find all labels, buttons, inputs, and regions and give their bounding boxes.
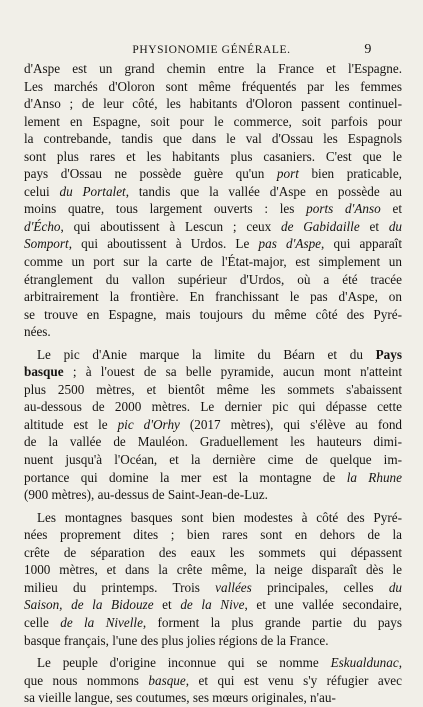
text-run: 1000 mètres, et dans la crête même, la neige disparaît dès le <box>24 562 402 578</box>
italic-text: du <box>388 218 402 234</box>
italic-text: la Rhune <box>346 469 402 485</box>
text-run: se trouve en Espagne, mais toujours du même côté des Pyré- <box>24 306 402 322</box>
text-run: , et une vallée secondaire, <box>244 597 402 613</box>
text-line <box>24 672 402 690</box>
text-line <box>24 561 402 579</box>
text-run: moins quatre, tous largement ouverts : les <box>24 201 307 217</box>
text-run: nuent jusqu'à l'Océan, et la dernière cime de quelque im- <box>24 452 402 468</box>
text-line <box>24 469 402 487</box>
text-line <box>24 486 402 504</box>
text-run: pays d'Ossau ne possède guère qu'un <box>24 166 277 182</box>
text-run: , qui aboutissent à Urdos. Le <box>68 236 259 252</box>
text-run: d'Anso ; de leur côté, les habitants d'Oloron passent continuel- <box>24 96 402 112</box>
italic-text: port <box>276 166 299 182</box>
text-line <box>24 306 402 324</box>
text-line <box>24 632 402 650</box>
text-line <box>24 596 402 614</box>
text-run: comme un port sur la carte de l'État-major, est simplement un <box>24 254 402 270</box>
italic-text: d'Écho <box>24 218 61 234</box>
italic-text: de Gabidaille <box>281 218 360 234</box>
text-line <box>24 165 402 183</box>
text-run: et <box>380 201 402 217</box>
italic-text: pic d'Orhy <box>117 416 180 432</box>
text-run: au-dessous de 2000 mètres. Le dernier pic qui dépasse cette <box>24 399 402 415</box>
text-line <box>24 346 402 364</box>
text-line <box>24 544 402 562</box>
text-run: altitude est le <box>24 416 118 432</box>
italic-text: vallées <box>215 579 252 595</box>
italic-text: du <box>388 579 402 595</box>
text-line <box>24 183 402 201</box>
italic-text: du Portalet <box>59 183 126 199</box>
text-line <box>24 148 402 166</box>
text-line <box>24 526 402 544</box>
body-text <box>24 60 402 707</box>
text-run: nées. <box>24 324 51 340</box>
text-run: arbitrairement la frontière. En franchissant le pas d'Aspe, on <box>24 289 402 305</box>
text-run: de la vallée de Mauléon. Graduellement les hauteurs dimi- <box>24 434 402 450</box>
text-run: basque français, l'une des plus jolies régions de la France. <box>24 632 329 648</box>
text-run: et <box>153 597 181 613</box>
text-run: nées proprement dites ; bien rares sont en dehors de la <box>24 527 402 543</box>
text-run: bien praticable, <box>298 166 402 182</box>
text-line <box>24 614 402 632</box>
text-run: , et qui est venu s'y réfugier avec <box>185 672 402 688</box>
text-run: étranglement du vallon supérieur d'Urdos, où a été tracée <box>24 271 402 287</box>
text-line <box>24 95 402 113</box>
italic-text: pas d'Aspe <box>258 236 322 252</box>
running-title: PHYSIONOMIE GÉNÉRALE. <box>132 44 291 56</box>
text-run: sa vieille langue, ses coutumes, ses mœurs originales, n'au- <box>24 690 336 706</box>
text-run: plus 2500 mètres, et bientôt même les sommets s'abaissent <box>24 381 402 397</box>
text-run: d'Aspe est un grand chemin entre la France et l'Espagne. <box>24 61 402 76</box>
italic-text: ports d'Anso <box>306 201 381 217</box>
italic-text: Somport <box>24 236 69 252</box>
italic-text: Saison, de la Bidouze <box>24 597 154 613</box>
text-line <box>24 509 402 527</box>
paragraph <box>24 654 402 707</box>
text-line <box>24 323 402 341</box>
text-line <box>24 130 402 148</box>
text-run: crête de séparation des eaux les sommets qui dépassent <box>24 544 402 560</box>
italic-text: basque <box>148 672 186 688</box>
italic-text: de la Nive <box>180 597 245 613</box>
text-line <box>24 200 402 218</box>
text-line <box>24 218 402 236</box>
paragraph <box>24 60 402 341</box>
text-line <box>24 363 402 381</box>
text-line <box>24 579 402 597</box>
paragraph <box>24 346 402 504</box>
text-line <box>24 451 402 469</box>
text-line <box>24 654 402 672</box>
text-line <box>24 381 402 399</box>
text-run: celle <box>24 614 61 630</box>
text-run: , qui aboutissent à Lescun ; ceux <box>60 218 282 234</box>
text-run: Les montagnes basques sont bien modestes à côté des Pyré- <box>37 509 402 525</box>
text-run: Les marchés d'Oloron sont même fréquentés par les femmes <box>24 78 402 94</box>
text-run: Le pic d'Anie marque la limite du Béarn et du <box>37 346 376 362</box>
text-line <box>24 271 402 289</box>
italic-text: Eskualdunac <box>330 655 399 671</box>
text-run: , tandis que la vallée d'Aspe en possède au <box>125 183 402 199</box>
text-run: (900 mètres), au-dessus de Saint-Jean-de-Luz. <box>24 487 268 503</box>
paragraph <box>24 509 402 649</box>
text-line <box>24 433 402 451</box>
italic-text: de la Nivelle <box>60 614 143 630</box>
text-run: principales, celles <box>251 579 389 595</box>
text-line <box>24 689 402 707</box>
text-line <box>24 398 402 416</box>
text-line <box>24 253 402 271</box>
text-run: celui <box>24 183 60 199</box>
text-run: Le peuple d'origine inconnue qui se nomme <box>37 655 331 671</box>
text-line <box>24 60 402 78</box>
bold-text: basque <box>24 364 64 380</box>
text-run: que nous nommons <box>24 672 149 688</box>
text-run: la contrebande, tandis que dans le val d'Ossau les Espagnols <box>24 131 402 147</box>
text-run: , <box>398 655 402 671</box>
text-run: et <box>359 218 389 234</box>
text-line <box>24 78 402 96</box>
text-run: portance qui domine la mer est la montagne de <box>24 469 347 485</box>
text-line <box>24 235 402 253</box>
text-run: , qui apparaît <box>321 236 402 252</box>
text-run: ; à l'ouest de sa belle pyramide, aucun mont n'atteint <box>63 364 402 380</box>
text-line <box>24 416 402 434</box>
bold-text: Pays <box>375 346 402 362</box>
text-run: (2017 mètres), qui s'élève au fond <box>179 416 403 432</box>
text-run: , forment la plus grande partie du pays <box>142 614 402 630</box>
text-run: milieu du printemps. Trois <box>24 579 216 595</box>
text-run: lement en Espagne, soit pour le commerce, soit parfois pour <box>24 113 402 129</box>
page-number: 9 <box>364 42 372 57</box>
text-run: sont plus rares et les habitants plus casaniers. C'est que le <box>24 148 402 164</box>
text-line <box>24 288 402 306</box>
text-line <box>24 113 402 131</box>
